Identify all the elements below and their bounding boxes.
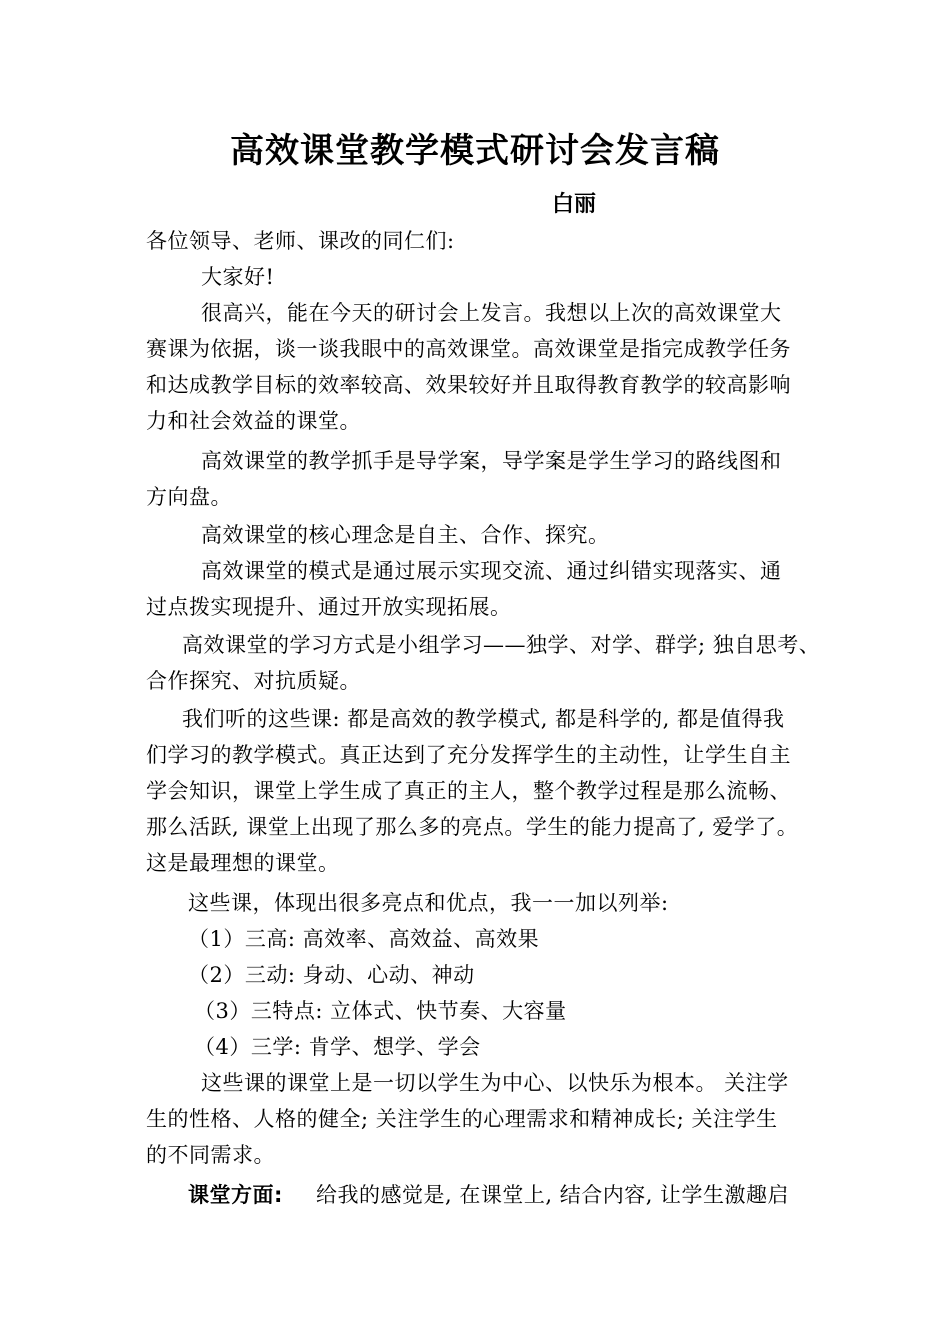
- text-line: 这些课，体现出很多亮点和优点，我一一加以列举:: [188, 891, 669, 915]
- text-line: 赛课为依据，谈一谈我眼中的高效课堂。高效课堂是指完成教学任务: [146, 337, 791, 361]
- text-line: 高效课堂的教学抓手是导学案，导学案是学生学习的路线图和: [201, 449, 782, 473]
- text-line: 们学习的教学模式。真正达到了充分发挥学生的主动性，让学生自主: [146, 743, 791, 767]
- list-item: （4）三学: 肯学、想学、学会: [194, 1035, 481, 1059]
- text-line: 方向盘。: [146, 485, 232, 509]
- list-item: （3）三特点: 立体式、快节奏、大容量: [194, 999, 567, 1023]
- list-item: （1）三高: 高效率、高效益、高效果: [188, 927, 540, 951]
- author-name: 白丽: [552, 192, 597, 217]
- text-line: 学会知识，课堂上学生成了真正的主人，整个教学过程是那么流畅、: [146, 779, 791, 803]
- text-line: 我们听的这些课: 都是高效的教学模式, 都是科学的, 都是值得我: [182, 707, 785, 731]
- text-line: 这些课的课堂上是一切以学生为中心、以快乐为根本。 关注学: [201, 1071, 789, 1095]
- text-line: 高效课堂的核心理念是自主、合作、探究。: [201, 523, 610, 547]
- text-line: 合作探究、对抗质疑。: [146, 669, 361, 693]
- text-line: 高效课堂的模式是通过展示实现交流、通过纠错实现落实、通: [201, 559, 782, 583]
- document-title: 高效课堂教学模式研讨会发言稿: [230, 131, 720, 171]
- text-line: 生的性格、人格的健全; 关注学生的心理需求和精神成长; 关注学生: [146, 1107, 778, 1131]
- text-line: 这是最理想的课堂。: [146, 851, 340, 875]
- text-line: 给我的感觉是, 在课堂上, 结合内容, 让学生激趣启: [316, 1183, 790, 1207]
- section-label: 课堂方面:: [188, 1183, 283, 1207]
- text-line: 各位领导、老师、课改的同仁们:: [146, 229, 455, 253]
- list-item: （2）三动: 身动、心动、神动: [188, 963, 475, 987]
- text-line: 和达成教学目标的效率较高、效果较好并且取得教育教学的较高影响: [146, 373, 791, 397]
- text-line: 的不同需求。: [146, 1143, 275, 1167]
- text-line: 高效课堂的学习方式是小组学习——独学、对学、群学; 独自思考、: [182, 633, 821, 657]
- text-line: 很高兴，能在今天的研讨会上发言。我想以上次的高效课堂大: [201, 301, 782, 325]
- text-line: 大家好!: [201, 265, 275, 289]
- text-line: 那么活跃, 课堂上出现了那么多的亮点。学生的能力提高了, 爱学了。: [146, 815, 799, 839]
- text-line: 过点拨实现提升、通过开放实现拓展。: [146, 595, 512, 619]
- text-line: 力和社会效益的课堂。: [146, 409, 361, 433]
